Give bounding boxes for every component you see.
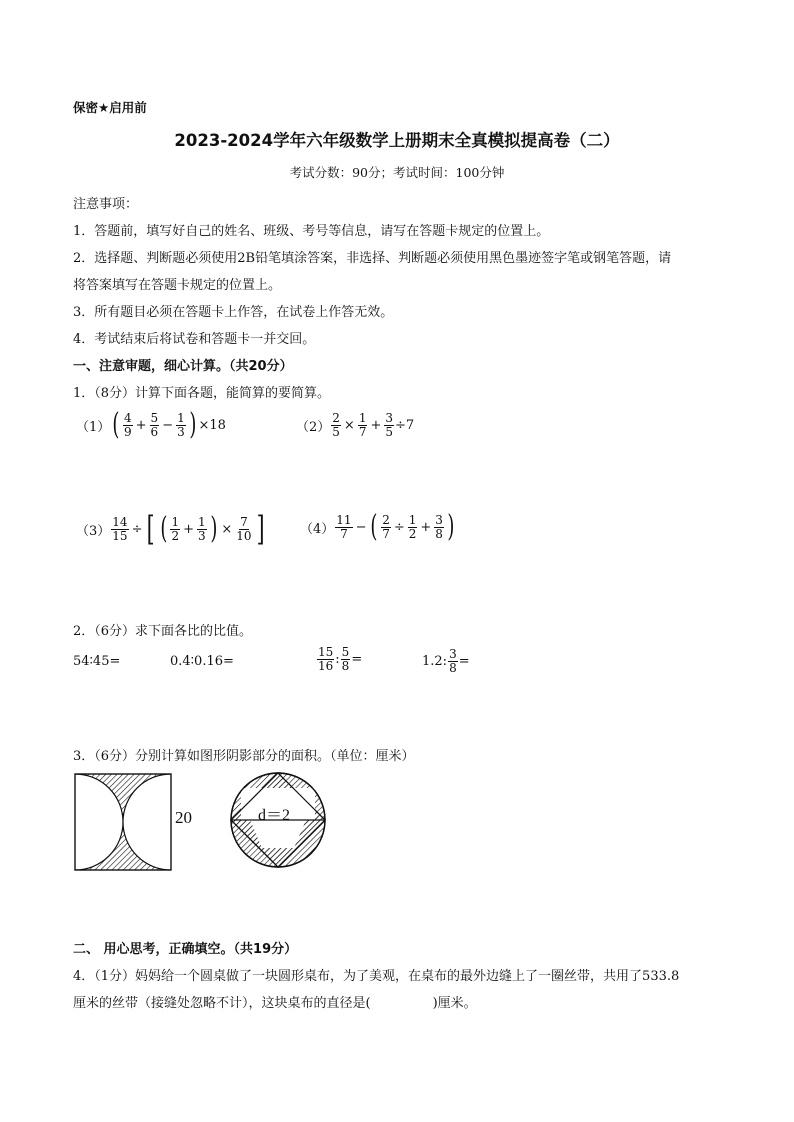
expression-tail: ÷7	[395, 417, 415, 433]
section1-heading: 一、注意审题，细心计算。（共20分）	[73, 359, 293, 374]
ratio-4	[422, 648, 470, 674]
problem-label: （3）	[76, 523, 111, 539]
operator: +	[370, 417, 382, 433]
note-item: 将答案填写在答题卡规定的位置上。	[73, 278, 282, 293]
fraction: $\frac{2}{5}$	[332, 411, 340, 439]
ratio-separator: :	[335, 651, 340, 667]
q4-line2	[73, 992, 477, 1011]
operator: −	[355, 519, 367, 535]
exam-info: 考试分数：90分；考试时间：100分钟	[289, 165, 505, 180]
ratio-prefix: 1.2:	[422, 653, 448, 669]
q3-figures	[70, 770, 400, 875]
operator: −	[162, 417, 174, 433]
confidential-label: 保密★启用前	[73, 100, 147, 115]
equals-sign: =	[458, 653, 470, 669]
note-item: 1．答题前，填写好自己的姓名、班级、考号等信息，请写在答题卡规定的位置上。	[73, 224, 550, 239]
problem-label: （2）	[296, 419, 331, 435]
operator: +	[183, 521, 194, 537]
fraction: $\frac{15}{16}$	[318, 645, 334, 673]
fraction: $\frac{1}{3}$	[177, 410, 185, 439]
fraction: $\frac{14}{15}$	[112, 514, 128, 543]
left-bracket: [	[147, 509, 156, 549]
q4-text-end: )厘米。	[432, 996, 477, 1011]
fraction: $\frac{1}{3}$	[198, 514, 206, 543]
q2-prompt: 2．（6分）求下面各比的比值。	[73, 624, 253, 639]
left-paren: (	[160, 511, 168, 546]
fraction: $\frac{3}{5}$	[385, 411, 394, 439]
fraction: $\frac{11}{7}$	[336, 512, 352, 541]
operator: ÷	[131, 521, 143, 537]
left-paren: (	[370, 509, 378, 544]
ratio-3	[316, 646, 362, 672]
fraction: $\frac{5}{8}$	[341, 645, 350, 673]
square-figure	[70, 774, 219, 870]
right-paren: )	[447, 509, 455, 544]
fraction: $\frac{3}{8}$	[435, 512, 443, 541]
problem-label: （4）	[300, 521, 335, 537]
operator: ÷	[393, 519, 405, 535]
problem-label: （1）	[76, 419, 111, 435]
fraction: $\frac{4}{9}$	[124, 410, 132, 439]
fraction: $\frac{3}{8}$	[449, 647, 457, 675]
right-paren: )	[209, 511, 218, 546]
fraction: $\frac{1}{2}$	[408, 512, 417, 541]
right-bracket: ]	[256, 509, 265, 549]
diameter-label: d＝2	[258, 807, 291, 824]
fraction: $\frac{2}{7}$	[382, 512, 390, 541]
operator: ×	[221, 521, 233, 537]
q1-problem-1	[76, 407, 226, 442]
fraction: $\frac{1}{7}$	[358, 411, 367, 439]
operator: +	[420, 519, 432, 535]
ratio-2: 0.4∶0.16=	[170, 654, 234, 669]
fraction: $\frac{1}{2}$	[171, 514, 180, 543]
q4-text: 厘米的丝带（接缝处忽略不计），这块桌布的直径是(	[73, 996, 371, 1011]
notes-heading: 注意事项：	[73, 197, 139, 212]
fraction: $\frac{7}{10}$	[236, 514, 252, 543]
left-paren: (	[112, 407, 120, 442]
q3-prompt: 3．（6分）分别计算如图形阴影部分的面积。（单位：厘米）	[73, 749, 415, 764]
note-item: 3．所有题目必须在答题卡上作答，在试卷上作答无效。	[73, 305, 394, 320]
side-length-label: 20	[175, 808, 192, 827]
expression-tail: ×18	[198, 417, 226, 433]
right-paren: )	[189, 407, 197, 442]
q4-line1: 4．（1分）妈妈给一个圆桌做了一块圆形桌布，为了美观，在桌布的最外边缝上了一圈丝带，共用了533.8	[73, 969, 680, 984]
note-item: 4．考试结束后将试卷和答题卡一并交回。	[73, 332, 316, 347]
q1-problem-4	[300, 509, 457, 544]
q1-problem-3	[76, 509, 267, 549]
q1-problem-2	[296, 412, 414, 438]
page-title: 2023-2024学年六年级数学上册期末全真模拟提高卷（二）	[174, 131, 620, 150]
q1-prompt: 1．（8分）计算下面各题，能简算的要简算。	[73, 386, 331, 401]
operator: ×	[343, 417, 355, 433]
section2-heading: 二、 用心思考，正确填空。（共19分）	[73, 942, 298, 957]
operator: +	[135, 417, 147, 433]
fraction: $\frac{5}{6}$	[150, 410, 159, 439]
ratio-1: 54∶45=	[73, 654, 121, 669]
equals-sign: =	[351, 651, 363, 667]
note-item: 2．选择题、判断题必须使用2B铅笔填涂答案，非选择、判断题必须使用黑色墨迹签字笔或钢笔答题，请	[73, 251, 672, 266]
